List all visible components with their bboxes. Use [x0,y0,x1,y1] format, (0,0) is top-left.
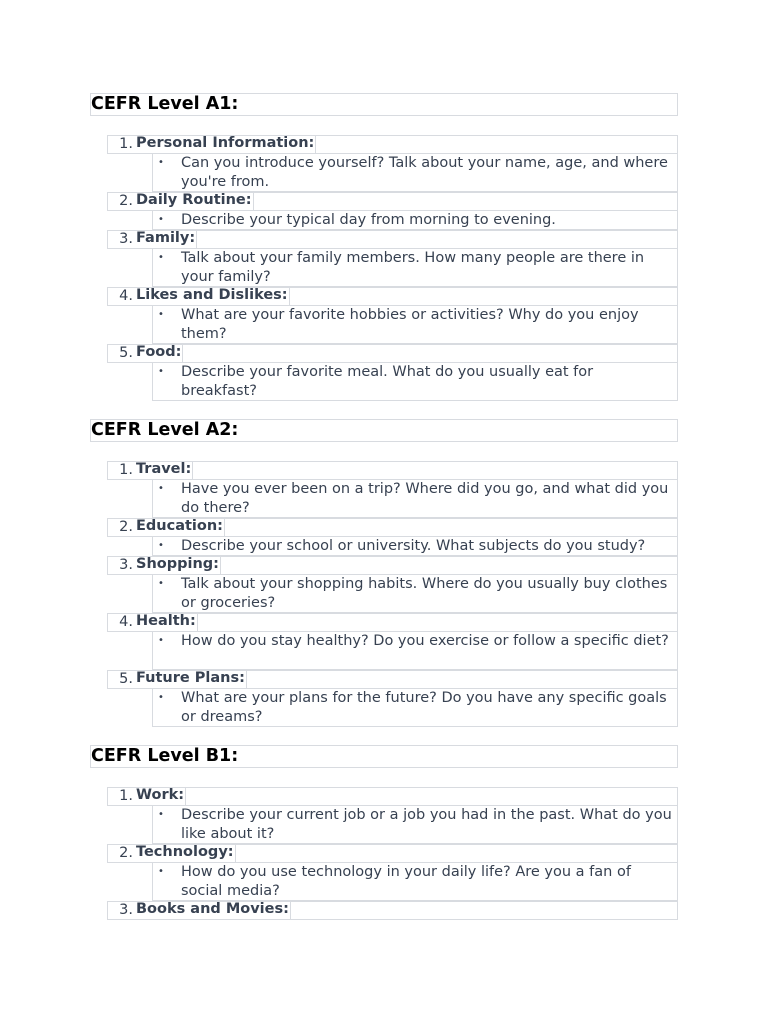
question-item [152,249,678,287]
topic-number: 3. [119,231,133,247]
level-heading: CEFR Level B1: [90,745,678,768]
topic-row [107,461,678,480]
question-text: What are your favorite hobbies or activities? Why do you enjoy them? [181,307,639,342]
topic-item [107,556,678,613]
topic-number: 2. [119,193,133,209]
bullet-icon: • [158,252,164,263]
level-section-a2 [90,419,678,727]
topic-title: Family: [136,230,196,246]
question-text: Describe your current job or a job you had in the past. What do you like about it? [181,807,672,842]
topic-item [107,230,678,287]
topic-title: Future Plans: [136,670,245,686]
topic-item [107,344,678,401]
topic-list [107,461,678,727]
topic-title: Education: [136,518,223,534]
question-text: Talk about your shopping habits. Where do you usually buy clothes or groceries? [181,576,668,611]
topic-row [107,556,678,575]
topic-title: Shopping: [136,556,219,572]
question-item [152,537,678,556]
bullet-icon: • [158,157,164,168]
question-item [152,863,678,901]
question-item [152,363,678,401]
topic-title: Health: [136,613,196,629]
bullet-icon: • [158,540,164,551]
question-text: What are your plans for the future? Do you have any specific goals or dreams? [181,690,667,725]
topic-item [107,287,678,344]
bullet-icon: • [158,214,164,225]
topic-number: 2. [119,519,133,535]
bullet-icon: • [158,309,164,320]
topic-number: 2. [119,845,133,861]
topic-item [107,518,678,556]
question-item [152,211,678,230]
topic-item [107,844,678,901]
question-text: Can you introduce yourself? Talk about your name, age, and where you're from. [181,155,668,190]
topic-row [107,344,678,363]
topic-row [107,787,678,806]
topic-title: Likes and Dislikes: [136,287,288,303]
topic-number: 5. [119,345,133,361]
topic-number: 4. [119,288,133,304]
topic-number: 1. [119,462,133,478]
question-item [152,306,678,344]
level-section-a1 [90,93,678,401]
topic-number: 1. [119,788,133,804]
bullet-icon: • [158,366,164,377]
topic-row [107,670,678,689]
bullet-icon: • [158,692,164,703]
topic-row [107,901,678,920]
topic-title: Daily Routine: [136,192,252,208]
question-text: Talk about your family members. How many people are there in your family? [181,250,645,285]
topic-number: 3. [119,902,133,918]
topic-number: 1. [119,136,133,152]
topic-list [107,787,678,920]
topic-title: Personal Information: [136,135,315,151]
topic-item [107,670,678,727]
topic-item [107,192,678,230]
topic-number: 4. [119,614,133,630]
question-text: Describe your favorite meal. What do you usually eat for breakfast? [181,364,594,399]
level-heading: CEFR Level A2: [90,419,678,442]
topic-row [107,230,678,249]
question-item [152,806,678,844]
question-item [152,632,678,670]
topic-item [107,787,678,844]
topic-item [107,901,678,920]
bullet-icon: • [158,635,164,646]
question-item [152,575,678,613]
topic-title: Technology: [136,844,234,860]
topic-row [107,135,678,154]
topic-row [107,613,678,632]
topic-title: Travel: [136,461,192,477]
topic-row [107,844,678,863]
question-text: How do you stay healthy? Do you exercise or follow a specific diet? [181,633,669,649]
level-section-b1 [90,745,678,920]
topic-row [107,287,678,306]
bullet-icon: • [158,578,164,589]
topic-row [107,192,678,211]
question-item [152,480,678,518]
topic-title: Work: [136,787,185,803]
bullet-icon: • [158,809,164,820]
level-heading: CEFR Level A1: [90,93,678,116]
topic-title: Books and Movies: [136,901,289,917]
topic-number: 3. [119,557,133,573]
topic-item [107,461,678,518]
question-item [152,154,678,192]
topic-number: 5. [119,671,133,687]
bullet-icon: • [158,483,164,494]
question-text: Describe your school or university. What subjects do you study? [181,538,646,554]
topic-row [107,518,678,537]
bullet-icon: • [158,866,164,877]
question-text: How do you use technology in your daily life? Are you a fan of social media? [181,864,631,899]
topic-list [107,135,678,401]
topic-item [107,135,678,192]
topic-item [107,613,678,670]
topic-title: Food: [136,344,182,360]
question-text: Have you ever been on a trip? Where did you go, and what did you do there? [181,481,669,516]
document-page [90,93,678,938]
question-text: Describe your typical day from morning to evening. [181,212,556,228]
question-item [152,689,678,727]
